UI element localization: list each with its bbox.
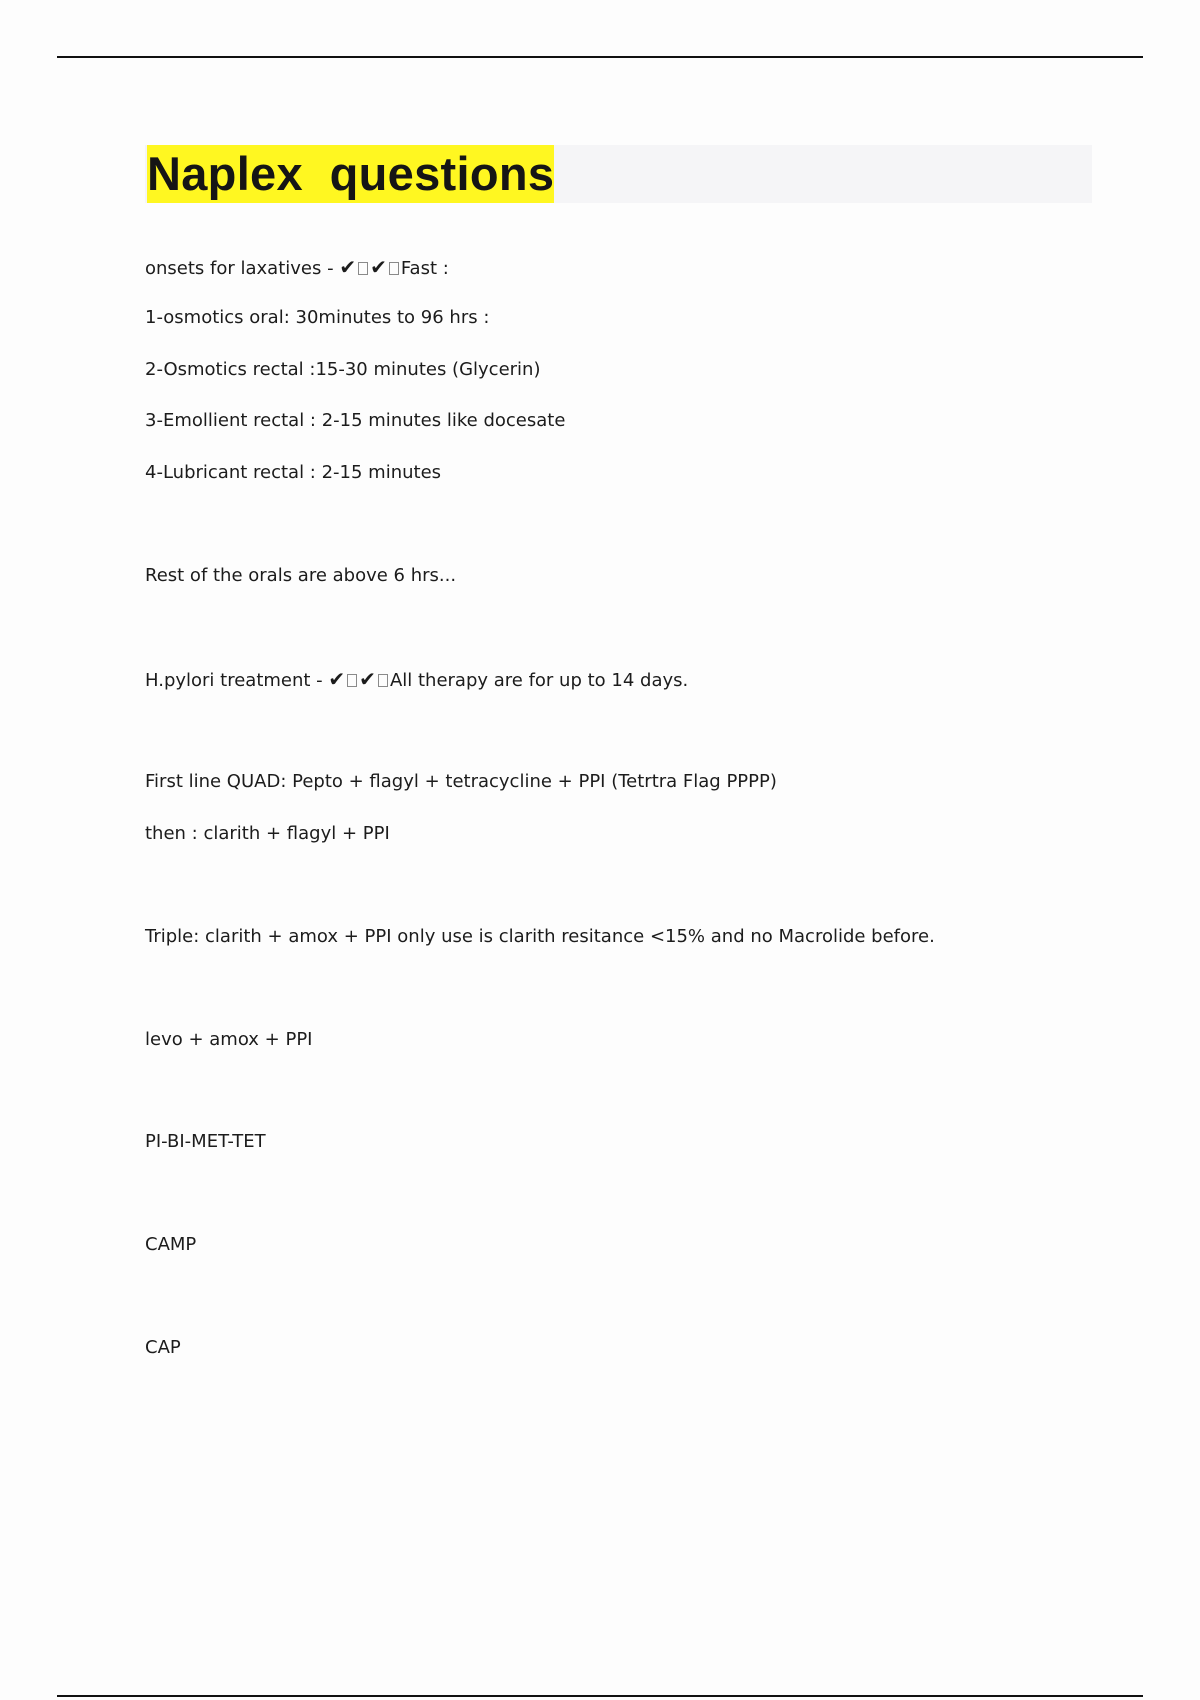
header-rule [57,56,1143,58]
text-line: Triple: clarith + amox + PPI only use is clarith resitance <15% and no Macrolide before. [145,926,935,947]
box-icon [389,262,399,275]
check-icon: ✔ [339,255,357,279]
check-icon: ✔ [370,255,387,279]
text-line: levo + amox + PPI [145,1029,313,1050]
text-line: CAMP [145,1234,197,1255]
answer-text: Fast : [400,258,449,279]
question-text: H.pylori treatment - [145,670,329,691]
text-line: Rest of the orals are above 6 hrs... [145,565,457,586]
text-line: 4-Lubricant rectal : 2-15 minutes [145,462,442,483]
document-title [145,145,556,203]
text-line: 1-osmotics oral: 30minutes to 96 hrs : [145,307,490,328]
box-icon [378,674,388,687]
text-line: 3-Emollient rectal : 2-15 minutes like docesate [145,410,566,431]
text-line: CAP [145,1337,181,1358]
qa-line-hpylori [145,667,688,693]
question-text: onsets for laxatives - [145,258,340,279]
text-line: 2-Osmotics rectal :15-30 minutes (Glycerin) [145,359,541,380]
text-line: then : clarith + flagyl + PPI [145,823,390,844]
title-highlight: Naplex questions [147,145,554,203]
box-icon [347,674,357,687]
check-icon: ✔ [328,667,346,691]
check-icon: ✔ [359,667,376,691]
text-line: First line QUAD: Pepto + flagyl + tetracycline + PPI (Tetrtra Flag PPPP) [145,771,777,792]
footer-rule [57,1695,1143,1697]
answer-text: All therapy are for up to 14 days. [389,670,689,691]
text-line: PI-BI-MET-TET [145,1131,266,1152]
qa-line-laxatives [145,255,449,281]
box-icon [358,262,368,275]
